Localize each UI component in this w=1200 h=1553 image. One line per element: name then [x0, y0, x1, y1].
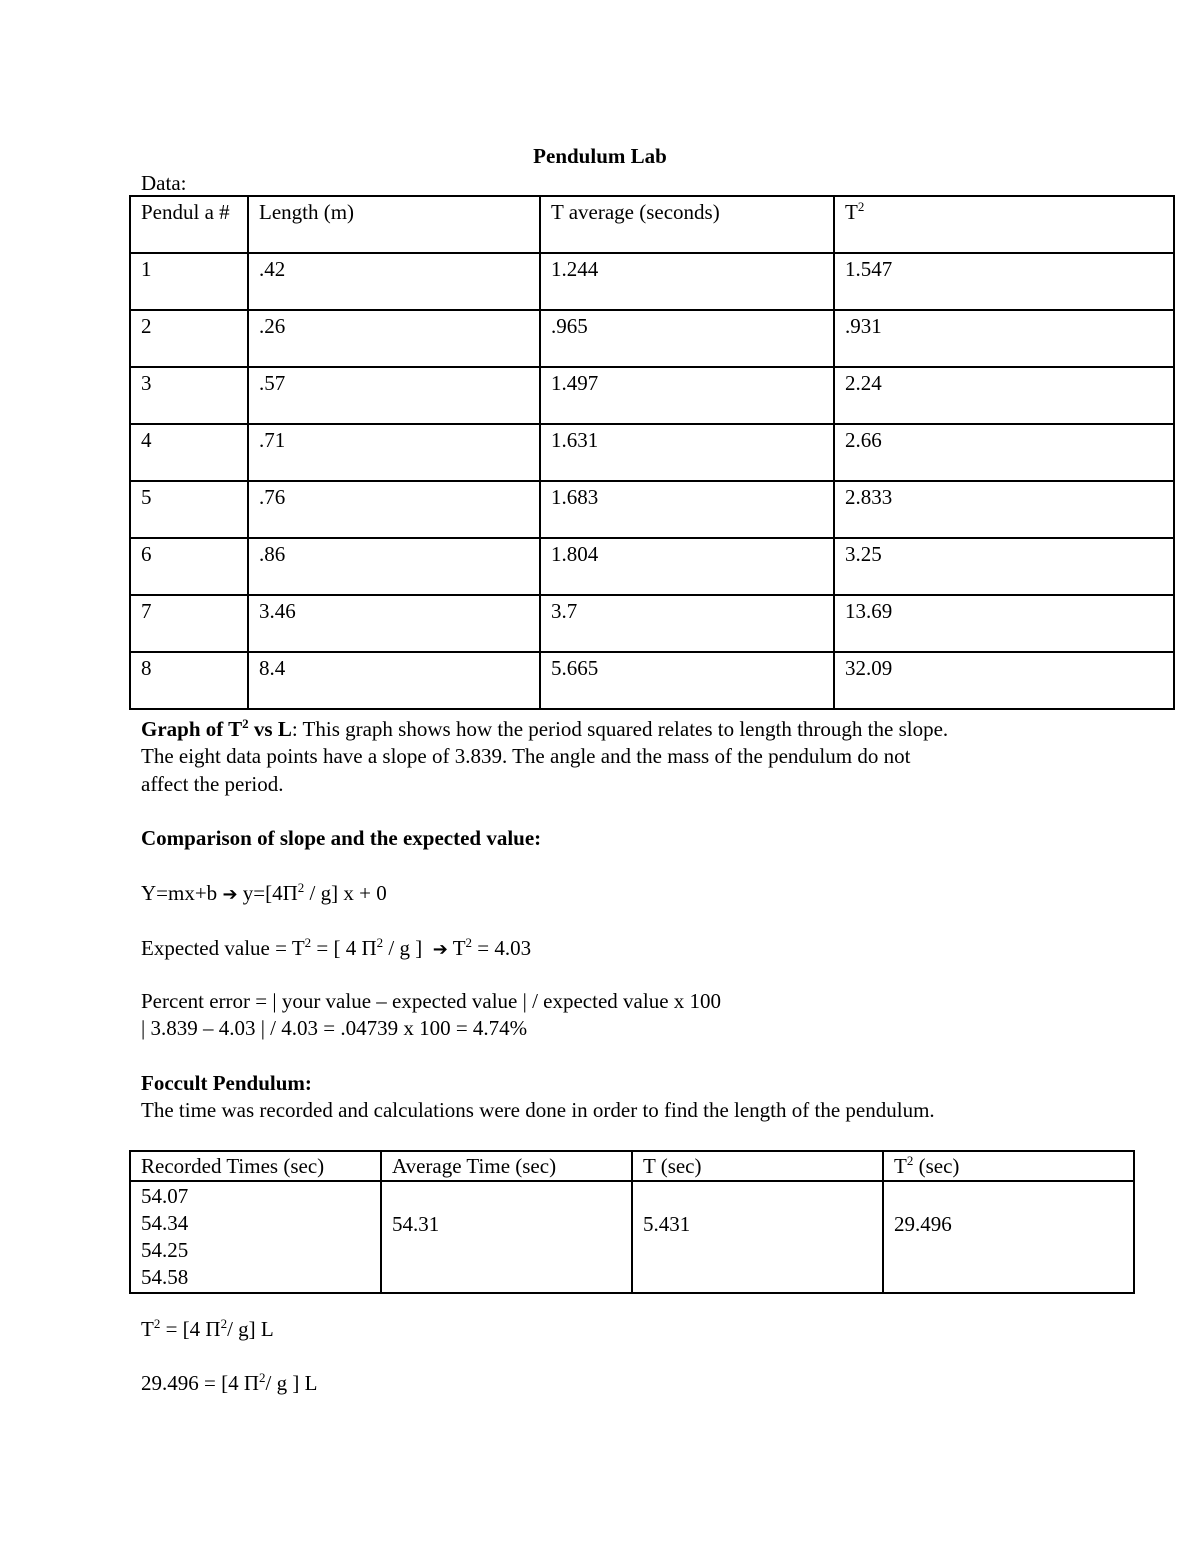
foccult-text: The time was recorded and calculations were done in order to find the length of the pendulum. [141, 1098, 935, 1123]
formula-1: $T^2 = [4$ $\Pi^2/$ g] L [141, 1316, 274, 1341]
table-header-row [130, 1151, 1134, 1181]
table-cell: 13.69 [834, 595, 1174, 652]
table-row [130, 310, 1174, 367]
header-t-average: T average (seconds) [540, 196, 834, 253]
recorded-times-cell: 54.07 54.34 54.25 54.58 [130, 1181, 381, 1293]
t-cell: 5.431 [632, 1181, 883, 1293]
table-cell: .71 [248, 424, 540, 481]
average-time-cell: 54.31 [381, 1181, 632, 1293]
table-cell: 1.804 [540, 538, 834, 595]
table-cell: 2 [130, 310, 248, 367]
table-cell: .76 [248, 481, 540, 538]
table-row [130, 1181, 1134, 1293]
table-cell: 7 [130, 595, 248, 652]
table-cell: 2.24 [834, 367, 1174, 424]
graph-heading: Graph of $T^2$ vs L [141, 716, 292, 741]
table-cell: 1.497 [540, 367, 834, 424]
table-cell: 1.547 [834, 253, 1174, 310]
arrow-right-icon: ➔ [222, 884, 238, 905]
equation-line: Y=mx+b ➔ $y=[4\Pi^2 / g] x + 0$ [141, 880, 387, 905]
formula-2: 29.496 = [4 $\Pi^2/$ g ] L [141, 1370, 318, 1395]
table-cell: 2.833 [834, 481, 1174, 538]
table-cell: 1.631 [540, 424, 834, 481]
table-cell: .931 [834, 310, 1174, 367]
table-cell: 6 [130, 538, 248, 595]
header-t-squared: $T^2$ [834, 196, 1174, 253]
header-t-squared: $T^2$ (sec) [883, 1151, 1134, 1181]
header-length: Length (m) [248, 196, 540, 253]
table-cell: .42 [248, 253, 540, 310]
percent-error-calc: | 3.839 – 4.03 | / 4.03 = .04739 x 100 = 4.74% [141, 1016, 528, 1041]
table-row [130, 367, 1174, 424]
graph-text-3: affect the period. [141, 771, 284, 796]
table-cell: 1.244 [540, 253, 834, 310]
header-t: T (sec) [632, 1151, 883, 1181]
table-cell: .86 [248, 538, 540, 595]
table-cell: 3 [130, 367, 248, 424]
pendulum-data-table [129, 195, 1175, 710]
table-row [130, 481, 1174, 538]
table-row [130, 652, 1174, 709]
foccult-heading: Foccult Pendulum: [141, 1071, 312, 1095]
table-cell: 5.665 [540, 652, 834, 709]
table-cell: 4 [130, 424, 248, 481]
table-row [130, 424, 1174, 481]
percent-error-block [141, 988, 1101, 1043]
table-header-row [130, 196, 1174, 253]
table-cell: 1.683 [540, 481, 834, 538]
arrow-right-icon: ➔ [432, 939, 448, 960]
table-cell: 2.66 [834, 424, 1174, 481]
graph-text-2: The eight data points have a slope of 3.839. The angle and the mass of the pendulum do not [141, 744, 911, 769]
header-average-time: Average Time (sec) [381, 1151, 632, 1181]
table-row [130, 253, 1174, 310]
table-cell: 3.46 [248, 595, 540, 652]
table-cell: 8 [130, 652, 248, 709]
graph-paragraph [141, 716, 1101, 798]
table-cell: 32.09 [834, 652, 1174, 709]
table-cell: 8.4 [248, 652, 540, 709]
header-recorded-times: Recorded Times (sec) [130, 1151, 381, 1181]
comparison-heading: Comparison of slope and the expected value: [141, 826, 542, 850]
table-cell: 5 [130, 481, 248, 538]
table-cell: 3.7 [540, 595, 834, 652]
table-row [130, 595, 1174, 652]
table-cell: 1 [130, 253, 248, 310]
expected-value-line: Expected value = $T^2$ = [ 4 $\Pi^2$ / g ] ➔ $T^2 = 4.03$ [141, 935, 532, 960]
data-label: Data: [141, 171, 187, 195]
t-squared-cell: 29.496 [883, 1181, 1134, 1293]
percent-error-formula: Percent error = | your value – expected value | / expected value x 100 [141, 989, 722, 1013]
page-title: Pendulum Lab [533, 144, 667, 168]
graph-text-1: : This graph shows how the period squared relates to length through the slope. [291, 717, 949, 741]
table-cell: .57 [248, 367, 540, 424]
table-row [130, 538, 1174, 595]
header-pendula: Pendul a # [130, 196, 248, 253]
foccult-data-table [129, 1150, 1135, 1294]
foccult-block [141, 1070, 1101, 1125]
table-cell: .965 [540, 310, 834, 367]
table-cell: 3.25 [834, 538, 1174, 595]
table-cell: .26 [248, 310, 540, 367]
